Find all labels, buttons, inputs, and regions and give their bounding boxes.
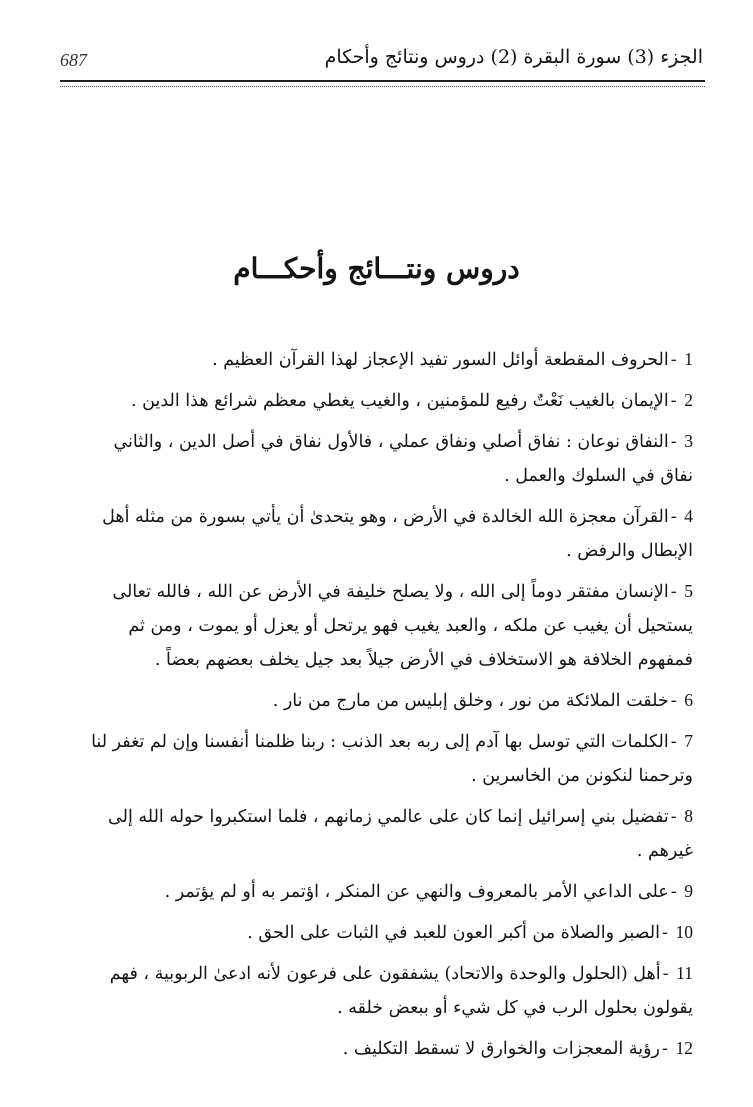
number-separator: - <box>670 732 677 752</box>
lesson-number: 1 <box>684 349 693 369</box>
lesson-text: الإبطال والرفض . <box>566 541 693 561</box>
lesson-item <box>66 424 693 493</box>
lesson-text: الصبر والصلاة من أكبر العون للعبد في الثبات على الحق . <box>247 923 660 943</box>
number-separator: - <box>670 350 677 370</box>
lesson-item <box>66 683 693 718</box>
lesson-line <box>66 915 693 950</box>
lesson-line <box>66 759 693 793</box>
lesson-item <box>66 874 693 909</box>
lesson-item <box>66 342 693 377</box>
number-separator: - <box>670 391 677 411</box>
lesson-line <box>66 499 693 534</box>
lesson-item <box>66 799 693 868</box>
page-header <box>60 40 703 80</box>
lesson-text: خلقت الملائكة من نور ، وخلق إبليس من مارج من نار . <box>272 691 669 711</box>
lesson-text: وترحمنا لنكونن من الخاسرين . <box>471 766 693 786</box>
number-separator: - <box>670 432 677 452</box>
lesson-text: يقولون بحلول الرب في كل شيء أو ببعض خلقه . <box>337 998 693 1018</box>
number-separator: - <box>662 964 669 984</box>
lesson-text: يستحيل أن يغيب عن ملكه ، والعبد يغيب فهو يرتحل أو يعزل أو يموت ، ومن ثم <box>128 616 693 636</box>
lesson-line <box>66 534 693 568</box>
lesson-item <box>66 383 693 418</box>
lesson-text: نفاق في السلوك والعمل . <box>504 466 693 486</box>
lesson-line <box>66 424 693 459</box>
lesson-text: الكلمات التي توسل بها آدم إلى ربه بعد الذنب : ربنا ظلمنا أنفسنا وإن لم تغفر لنا <box>91 732 669 752</box>
lesson-line <box>66 834 693 868</box>
lesson-item <box>66 956 693 1025</box>
lesson-line <box>66 991 693 1025</box>
lesson-number: 12 <box>675 1038 693 1058</box>
lesson-line <box>66 956 693 991</box>
section-title: دروس ونتـــائج وأحكـــام <box>233 252 520 285</box>
lesson-number: 9 <box>684 881 693 901</box>
lesson-text: النفاق نوعان : نفاق أصلي ونفاق عملي ، فالأول نفاق في أصل الدين ، والثاني <box>113 432 669 452</box>
lesson-line <box>66 1031 693 1066</box>
lesson-text: الحروف المقطعة أوائل السور تفيد الإعجاز لهذا القرآن العظيم . <box>212 350 669 370</box>
lesson-text: على الداعي الأمر بالمعروف والنهي عن المنكر ، اؤتمر به أو لم يؤتمر . <box>164 882 669 902</box>
lesson-number: 5 <box>684 581 693 601</box>
lesson-number: 10 <box>675 922 693 942</box>
lesson-number: 3 <box>684 431 693 451</box>
header-dotted-rule <box>60 86 705 87</box>
lesson-number: 11 <box>676 963 693 983</box>
lesson-text: غيرهم . <box>636 841 693 861</box>
number-separator: - <box>662 923 668 943</box>
number-separator: - <box>670 582 677 602</box>
lesson-item <box>66 574 693 677</box>
lesson-item <box>66 1031 693 1066</box>
number-separator: - <box>670 507 677 527</box>
lesson-item <box>66 724 693 793</box>
lesson-text: القرآن معجزة الله الخالدة في الأرض ، وهو يتحدىٰ أن يأتي بسورة من مثله أهل <box>102 507 669 527</box>
lesson-number: 2 <box>684 390 693 410</box>
lesson-text: فمفهوم الخلافة هو الاستخلاف في الأرض جيلاً بعد جيل يخلف بعضهم بعضاً . <box>154 650 693 670</box>
lesson-number: 4 <box>684 506 693 526</box>
number-separator: - <box>670 807 677 827</box>
lesson-number: 6 <box>684 690 693 710</box>
page-number: 687 <box>60 50 87 70</box>
lesson-line <box>66 643 693 677</box>
lesson-line <box>66 383 693 418</box>
running-title: الجزء (3) سورة البقرة (2) دروس ونتائج وأحكام <box>324 46 703 68</box>
number-separator: - <box>670 882 677 902</box>
lesson-line <box>66 874 693 909</box>
lesson-number: 7 <box>684 731 693 751</box>
lessons-list <box>66 342 693 1072</box>
header-rule <box>60 80 705 82</box>
lesson-item <box>66 499 693 568</box>
lesson-line <box>66 724 693 759</box>
lesson-text: تفضيل بني إسرائيل إنما كان على عالمي زمانهم ، فلما استكبروا حوله الله إلى <box>108 807 669 827</box>
lesson-line <box>66 459 693 493</box>
lesson-item <box>66 915 693 950</box>
lesson-number: 8 <box>684 806 693 826</box>
lesson-line <box>66 683 693 718</box>
lesson-line <box>66 342 693 377</box>
lesson-text: الإنسان مفتقر دوماً إلى الله ، ولا يصلح خليفة في الأرض عن الله ، فالله تعالى <box>112 582 669 602</box>
lesson-line <box>66 574 693 609</box>
lesson-text: الإيمان بالغيب نَعْتٌ رفيع للمؤمنين ، والغيب يغطي معظم شرائع هذا الدين . <box>131 391 669 411</box>
lesson-line <box>66 609 693 643</box>
lesson-text: أهل (الحلول والوحدة والاتحاد) يشفقون على فرعون لأنه ادعىٰ الربوبية ، فهم <box>109 964 661 984</box>
number-separator: - <box>662 1039 668 1059</box>
lesson-text: رؤية المعجزات والخوارق لا تسقط التكليف . <box>342 1039 660 1059</box>
lesson-line <box>66 799 693 834</box>
number-separator: - <box>670 691 677 711</box>
